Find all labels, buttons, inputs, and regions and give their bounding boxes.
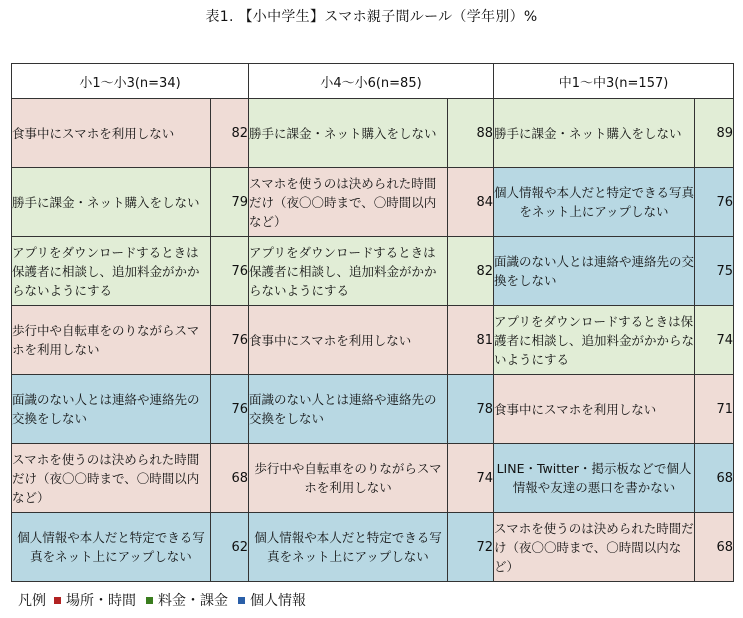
legend-swatch: [146, 597, 153, 604]
legend-item: [146, 590, 228, 610]
column-header: 中1～中3(n=157): [494, 64, 734, 99]
legend: [18, 590, 316, 610]
rule-text-cell: 面識のない人とは連絡や連絡先の交換をしない: [12, 375, 211, 444]
rule-text-cell: 面識のない人とは連絡や連絡先の交換をしない: [249, 375, 448, 444]
rule-text-cell: スマホを使うのは決められた時間だけ（夜〇〇時まで、〇時間以内など）: [249, 168, 448, 237]
rule-text-cell: 個人情報や本人だと特定できる写真をネット上にアップしない: [12, 513, 211, 582]
rule-percent-cell: 68: [695, 444, 734, 513]
rule-text-cell: 個人情報や本人だと特定できる写真をネット上にアップしない: [494, 168, 695, 237]
table-title: 表1. 【小中学生】スマホ親子間ルール（学年別）%: [205, 9, 538, 25]
rule-text-cell: 食事中にスマホを利用しない: [12, 99, 211, 168]
rule-percent-cell: 76: [211, 306, 249, 375]
legend-swatch: [54, 597, 61, 604]
rule-percent-cell: 84: [448, 168, 494, 237]
legend-swatch: [238, 597, 245, 604]
column-header: 小1～小3(n=34): [12, 64, 249, 99]
rule-text-cell: 勝手に課金・ネット購入をしない: [249, 99, 448, 168]
rule-percent-cell: 81: [448, 306, 494, 375]
rule-percent-cell: 89: [695, 99, 734, 168]
rule-percent-cell: 88: [448, 99, 494, 168]
rule-percent-cell: 68: [695, 513, 734, 582]
table-row: [12, 99, 734, 168]
legend-item-label: 場所・時間: [66, 593, 136, 609]
rule-text-cell: アプリをダウンロードするときは保護者に相談し、追加料金がかからないようにする: [494, 306, 695, 375]
legend-item: [54, 590, 136, 610]
table-row: [12, 375, 734, 444]
rule-text-cell: アプリをダウンロードするときは保護者に相談し、追加料金がかからないようにする: [249, 237, 448, 306]
rule-text-cell: 食事中にスマホを利用しない: [249, 306, 448, 375]
legend-item-label: 個人情報: [250, 593, 306, 609]
rule-percent-cell: 72: [448, 513, 494, 582]
rule-percent-cell: 82: [448, 237, 494, 306]
rule-percent-cell: 75: [695, 237, 734, 306]
rule-text-cell: 勝手に課金・ネット購入をしない: [494, 99, 695, 168]
rule-text-cell: スマホを使うのは決められた時間だけ（夜〇〇時まで、〇時間以内など）: [494, 513, 695, 582]
rule-percent-cell: 76: [211, 237, 249, 306]
table-row: [12, 513, 734, 582]
rule-percent-cell: 76: [695, 168, 734, 237]
column-header: 小4～小6(n=85): [249, 64, 494, 99]
table-row: [12, 168, 734, 237]
rule-text-cell: 個人情報や本人だと特定できる写真をネット上にアップしない: [249, 513, 448, 582]
legend-item: [238, 590, 306, 610]
rules-table: [11, 63, 734, 582]
table-row: [12, 444, 734, 513]
rule-percent-cell: 71: [695, 375, 734, 444]
rule-percent-cell: 74: [448, 444, 494, 513]
rule-text-cell: 面識のない人とは連絡や連絡先の交換をしない: [494, 237, 695, 306]
rule-percent-cell: 82: [211, 99, 249, 168]
rule-percent-cell: 78: [448, 375, 494, 444]
legend-label: 凡例: [18, 593, 46, 609]
rule-text-cell: 食事中にスマホを利用しない: [494, 375, 695, 444]
rule-text-cell: LINE・Twitter・掲示板などで個人情報や友達の悪口を書かない: [494, 444, 695, 513]
rule-percent-cell: 68: [211, 444, 249, 513]
rule-text-cell: スマホを使うのは決められた時間だけ（夜〇〇時まで、〇時間以内など）: [12, 444, 211, 513]
header-row: [12, 64, 734, 99]
rule-percent-cell: 76: [211, 375, 249, 444]
rule-percent-cell: 62: [211, 513, 249, 582]
table-row: [12, 306, 734, 375]
rule-text-cell: 歩行中や自転車をのりながらスマホを利用しない: [249, 444, 448, 513]
rule-text-cell: 歩行中や自転車をのりながらスマホを利用しない: [12, 306, 211, 375]
rule-text-cell: アプリをダウンロードするときは保護者に相談し、追加料金がかからないようにする: [12, 237, 211, 306]
table-row: [12, 237, 734, 306]
rule-percent-cell: 79: [211, 168, 249, 237]
rule-percent-cell: 74: [695, 306, 734, 375]
rule-text-cell: 勝手に課金・ネット購入をしない: [12, 168, 211, 237]
legend-item-label: 料金・課金: [158, 593, 228, 609]
